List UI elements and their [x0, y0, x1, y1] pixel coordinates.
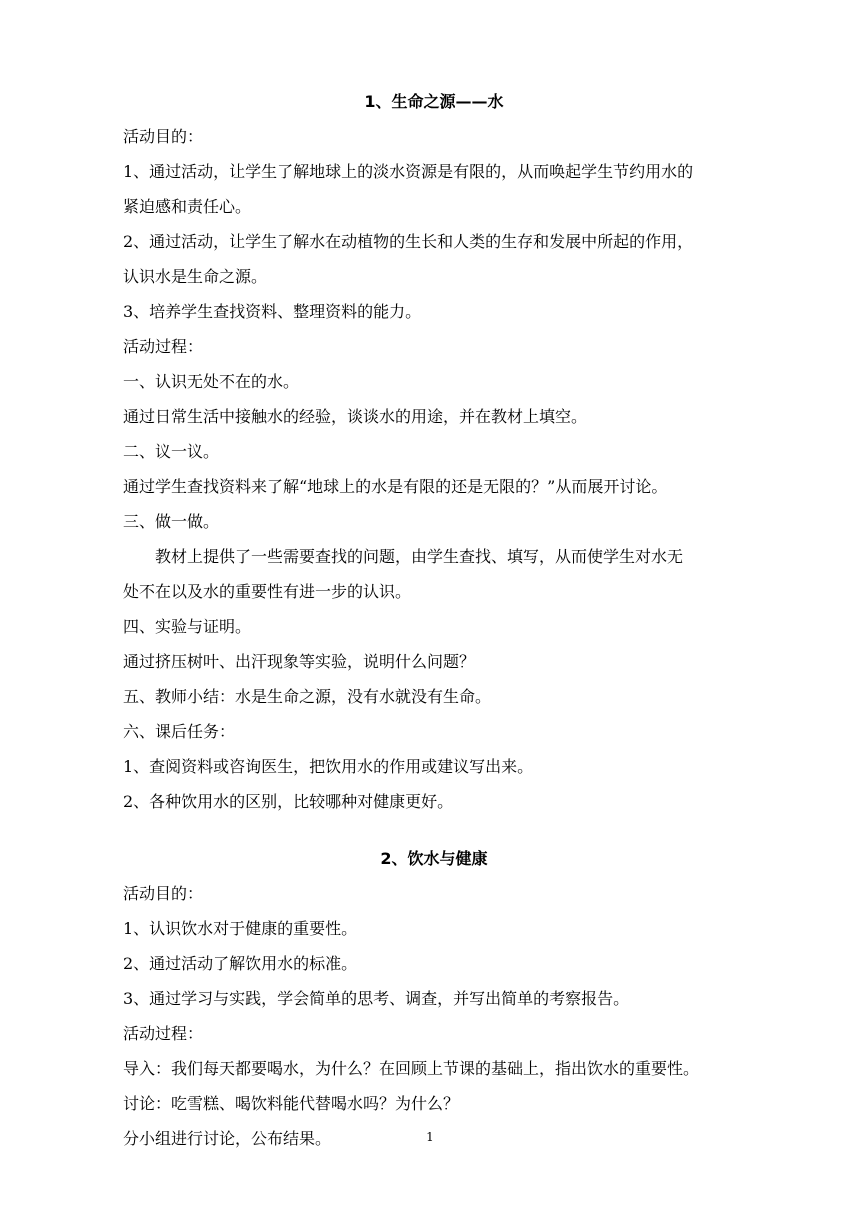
document-body: [123, 84, 745, 1156]
paragraph-line: 3、培养学生查找资料、整理资料的能力。: [123, 302, 422, 321]
paragraph-line: 教材上提供了一些需要查找的问题，由学生查找、填写，从而使学生对水无: [155, 547, 684, 566]
paragraph-line: 1、查阅资料或咨询医生，把饮用水的作用或建议写出来。: [123, 757, 534, 776]
paragraph-line: 活动过程：: [123, 1024, 204, 1043]
paragraph-line: 活动过程：: [123, 337, 204, 356]
paragraph-line: 二、议一议。: [123, 442, 220, 461]
paragraph-line: 2、通过活动了解饮用水的标准。: [123, 954, 358, 973]
section-spacer: [123, 819, 745, 841]
paragraph-line: 讨论：吃雪糕、喝饮料能代替喝水吗？为什么？: [123, 1094, 460, 1113]
paragraph-line: 活动目的：: [123, 127, 204, 146]
paragraph-line: 2、各种饮用水的区别，比较哪种对健康更好。: [123, 792, 454, 811]
paragraph-line: 导入：我们每天都要喝水，为什么？在回顾上节课的基础上，指出饮水的重要性。: [123, 1059, 700, 1078]
paragraph-line: 通过挤压树叶、出汗现象等实验，说明什么问题？: [123, 652, 476, 671]
paragraph-line: 一、认识无处不在的水。: [123, 372, 300, 391]
paragraph-line: 紧迫感和责任心。: [123, 197, 252, 216]
paragraph-line: 认识水是生命之源。: [123, 267, 268, 286]
paragraph-line: 五、教师小结：水是生命之源，没有水就没有生命。: [123, 687, 492, 706]
section-1-title: 1、生命之源——水: [364, 92, 504, 111]
paragraph-line: 3、通过学习与实践，学会简单的思考、调查，并写出简单的考察报告。: [123, 989, 630, 1008]
paragraph-line: 1、认识饮水对于健康的重要性。: [123, 919, 358, 938]
paragraph-line: 1、通过活动，让学生了解地球上的淡水资源是有限的，从而唤起学生节约用水的: [123, 162, 694, 181]
page-number: 1: [426, 1130, 434, 1144]
paragraph-line: 2、通过活动，让学生了解水在动植物的生长和人类的生存和发展中所起的作用，: [123, 232, 694, 251]
paragraph-line: 通过日常生活中接触水的经验，谈谈水的用途，并在教材上填空。: [123, 407, 588, 426]
paragraph-line: 活动目的：: [123, 884, 204, 903]
paragraph-line: 四、实验与证明。: [123, 617, 252, 636]
section-2-title: 2、饮水与健康: [380, 849, 488, 868]
paragraph-line: 处不在以及水的重要性有进一步的认识。: [123, 582, 412, 601]
paragraph-line: 六、课后任务：: [123, 722, 236, 741]
paragraph-line: 三、做一做。: [123, 512, 220, 531]
paragraph-line: 通过学生查找资料来了解“地球上的水是有限的还是无限的？”从而展开讨论。: [123, 477, 668, 496]
paragraph-line: 分小组进行讨论，公布结果。: [123, 1129, 332, 1148]
